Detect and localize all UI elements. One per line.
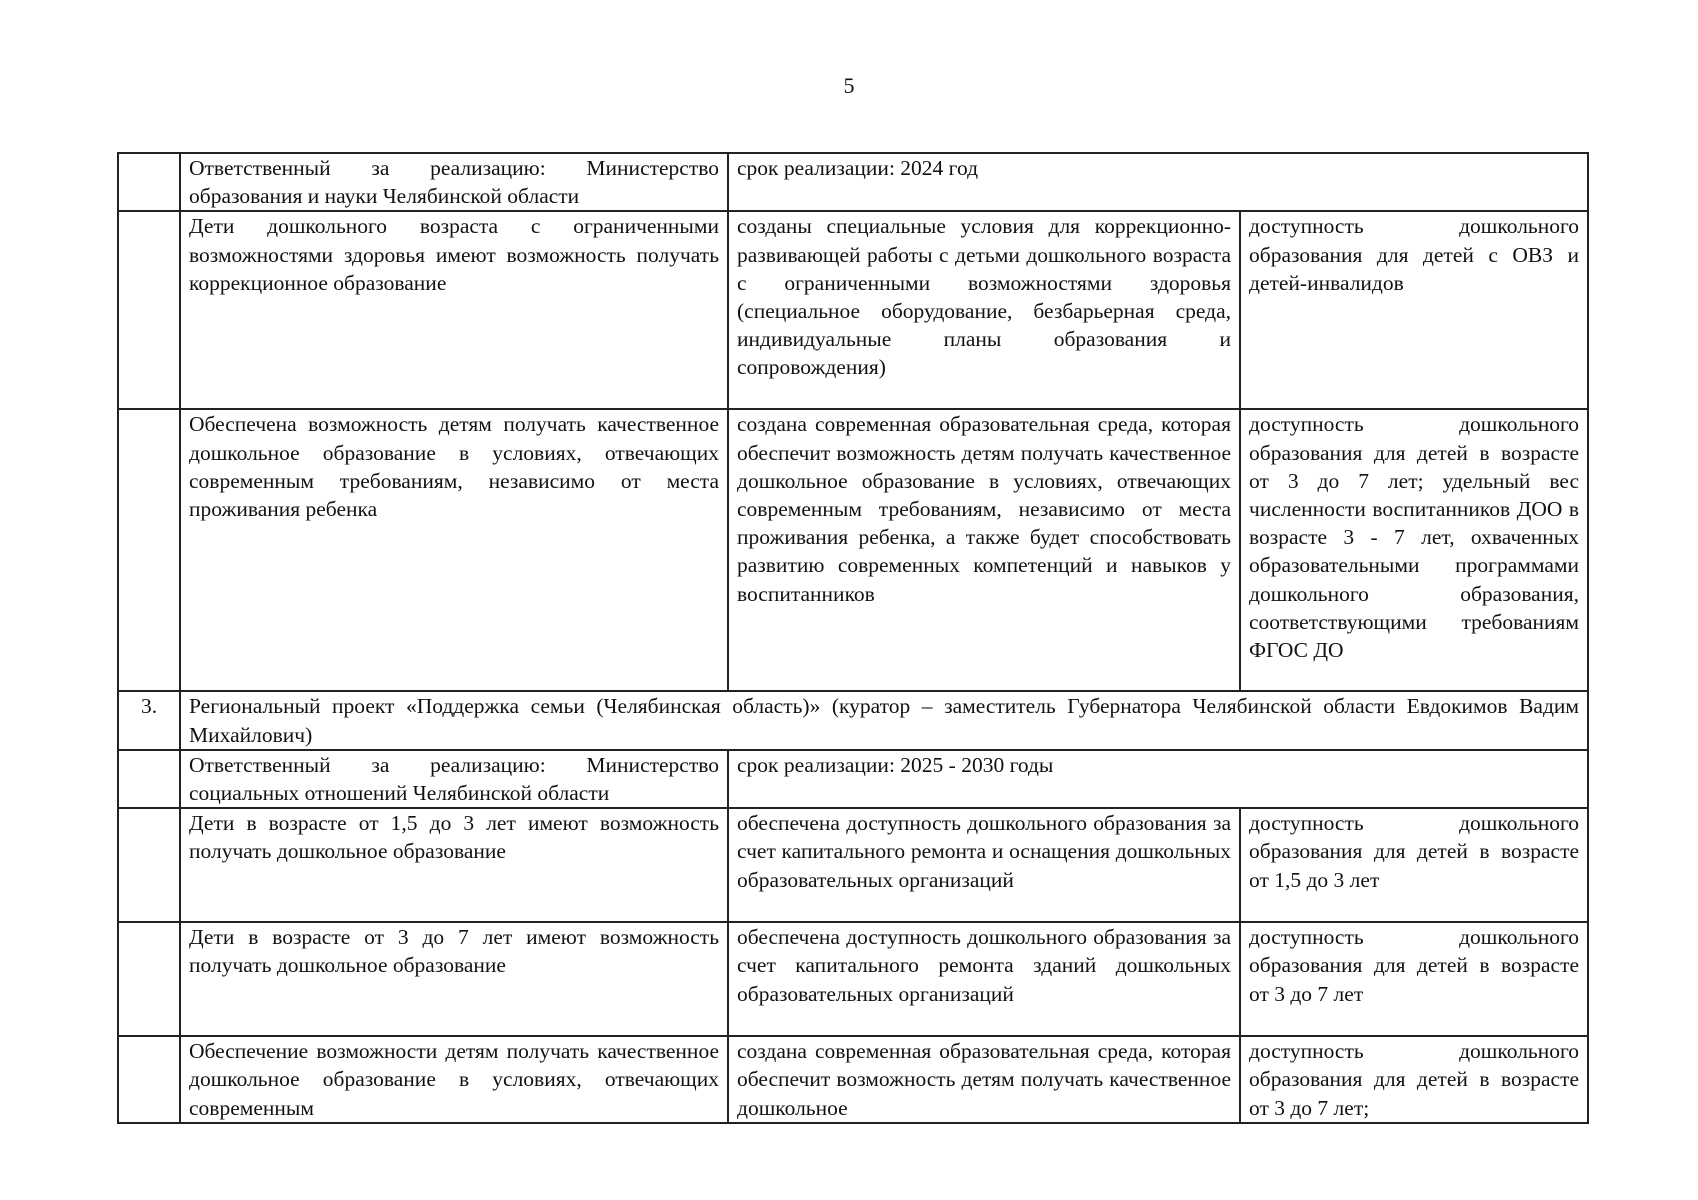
- number-cell: [118, 808, 180, 922]
- result-cell: обеспечена доступность дошкольного образования за счет капитального ремонта зданий дошкольных образовательных организаций: [728, 922, 1240, 1036]
- result-cell: создана современная образовательная среда, которая обеспечит возможность детям получать качественное дошкольное: [728, 1036, 1240, 1123]
- task-row: [118, 409, 1588, 691]
- result-cell: созданы специальные условия для коррекционно-развивающей работы с детьми дошкольного возраста с ограниченными возможностями здоровья (специальное оборудование, безбарьерная среда, индивидуальные планы образования и сопровождения): [728, 211, 1240, 409]
- number-cell: [118, 153, 180, 211]
- results-table: [117, 152, 1589, 1124]
- number-cell: [118, 922, 180, 1036]
- number-cell: [118, 750, 180, 808]
- indicator-cell: доступность дошкольного образования для детей в возрасте от 3 до 7 лет;: [1240, 1036, 1588, 1123]
- project-title: Региональный проект «Поддержка семьи (Челябинская область)» (куратор – заместитель Губернатора Челябинской области Евдокимов Вадим Михайлович): [180, 691, 1588, 749]
- project-number: 3.: [118, 691, 180, 749]
- term-cell: срок реализации: 2025 - 2030 годы: [728, 750, 1588, 808]
- number-cell: [118, 1036, 180, 1123]
- term-cell: срок реализации: 2024 год: [728, 153, 1588, 211]
- task-row: [118, 922, 1588, 1036]
- indicator-cell: доступность дошкольного образования для детей с ОВЗ и детей-инвалидов: [1240, 211, 1588, 409]
- task-cell: Обеспечена возможность детям получать качественное дошкольное образование в условиях, отвечающих современным требованиям, независимо от места проживания ребенка: [180, 409, 728, 691]
- indicator-cell: доступность дошкольного образования для детей в возрасте от 3 до 7 лет: [1240, 922, 1588, 1036]
- task-row: [118, 1036, 1588, 1123]
- task-cell: Обеспечение возможности детям получать качественное дошкольное образование в условиях, отвечающих современным: [180, 1036, 728, 1123]
- task-row: [118, 211, 1588, 409]
- task-cell: Дети в возрасте от 1,5 до 3 лет имеют возможность получать дошкольное образование: [180, 808, 728, 922]
- project-row: [118, 691, 1588, 749]
- number-cell: [118, 211, 180, 409]
- result-cell: обеспечена доступность дошкольного образования за счет капитального ремонта и оснащения дошкольных образовательных организаций: [728, 808, 1240, 922]
- responsible-row: [118, 153, 1588, 211]
- responsible-cell: Ответственный за реализацию: Министерство социальных отношений Челябинской области: [180, 750, 728, 808]
- result-cell: создана современная образовательная среда, которая обеспечит возможность детям получать качественное дошкольное образование в условиях, отвечающих современным требованиям, независимо от места проживания ребенка, а также будет способствовать развитию современных компетенций и навыков у воспитанников: [728, 409, 1240, 691]
- page-number: 5: [843, 73, 855, 98]
- responsible-row: [118, 750, 1588, 808]
- task-cell: Дети дошкольного возраста с ограниченными возможностями здоровья имеют возможность получать коррекционное образование: [180, 211, 728, 409]
- number-cell: [118, 409, 180, 691]
- indicator-cell: доступность дошкольного образования для детей в возрасте от 3 до 7 лет; удельный вес численности воспитанников ДОО в возрасте 3 - 7 лет, охваченных образовательными программами дошкольного образования, соответствующими требованиям ФГОС ДО: [1240, 409, 1588, 691]
- task-cell: Дети в возрасте от 3 до 7 лет имеют возможность получать дошкольное образование: [180, 922, 728, 1036]
- indicator-cell: доступность дошкольного образования для детей в возрасте от 1,5 до 3 лет: [1240, 808, 1588, 922]
- responsible-cell: Ответственный за реализацию: Министерство образования и науки Челябинской области: [180, 153, 728, 211]
- task-row: [118, 808, 1588, 922]
